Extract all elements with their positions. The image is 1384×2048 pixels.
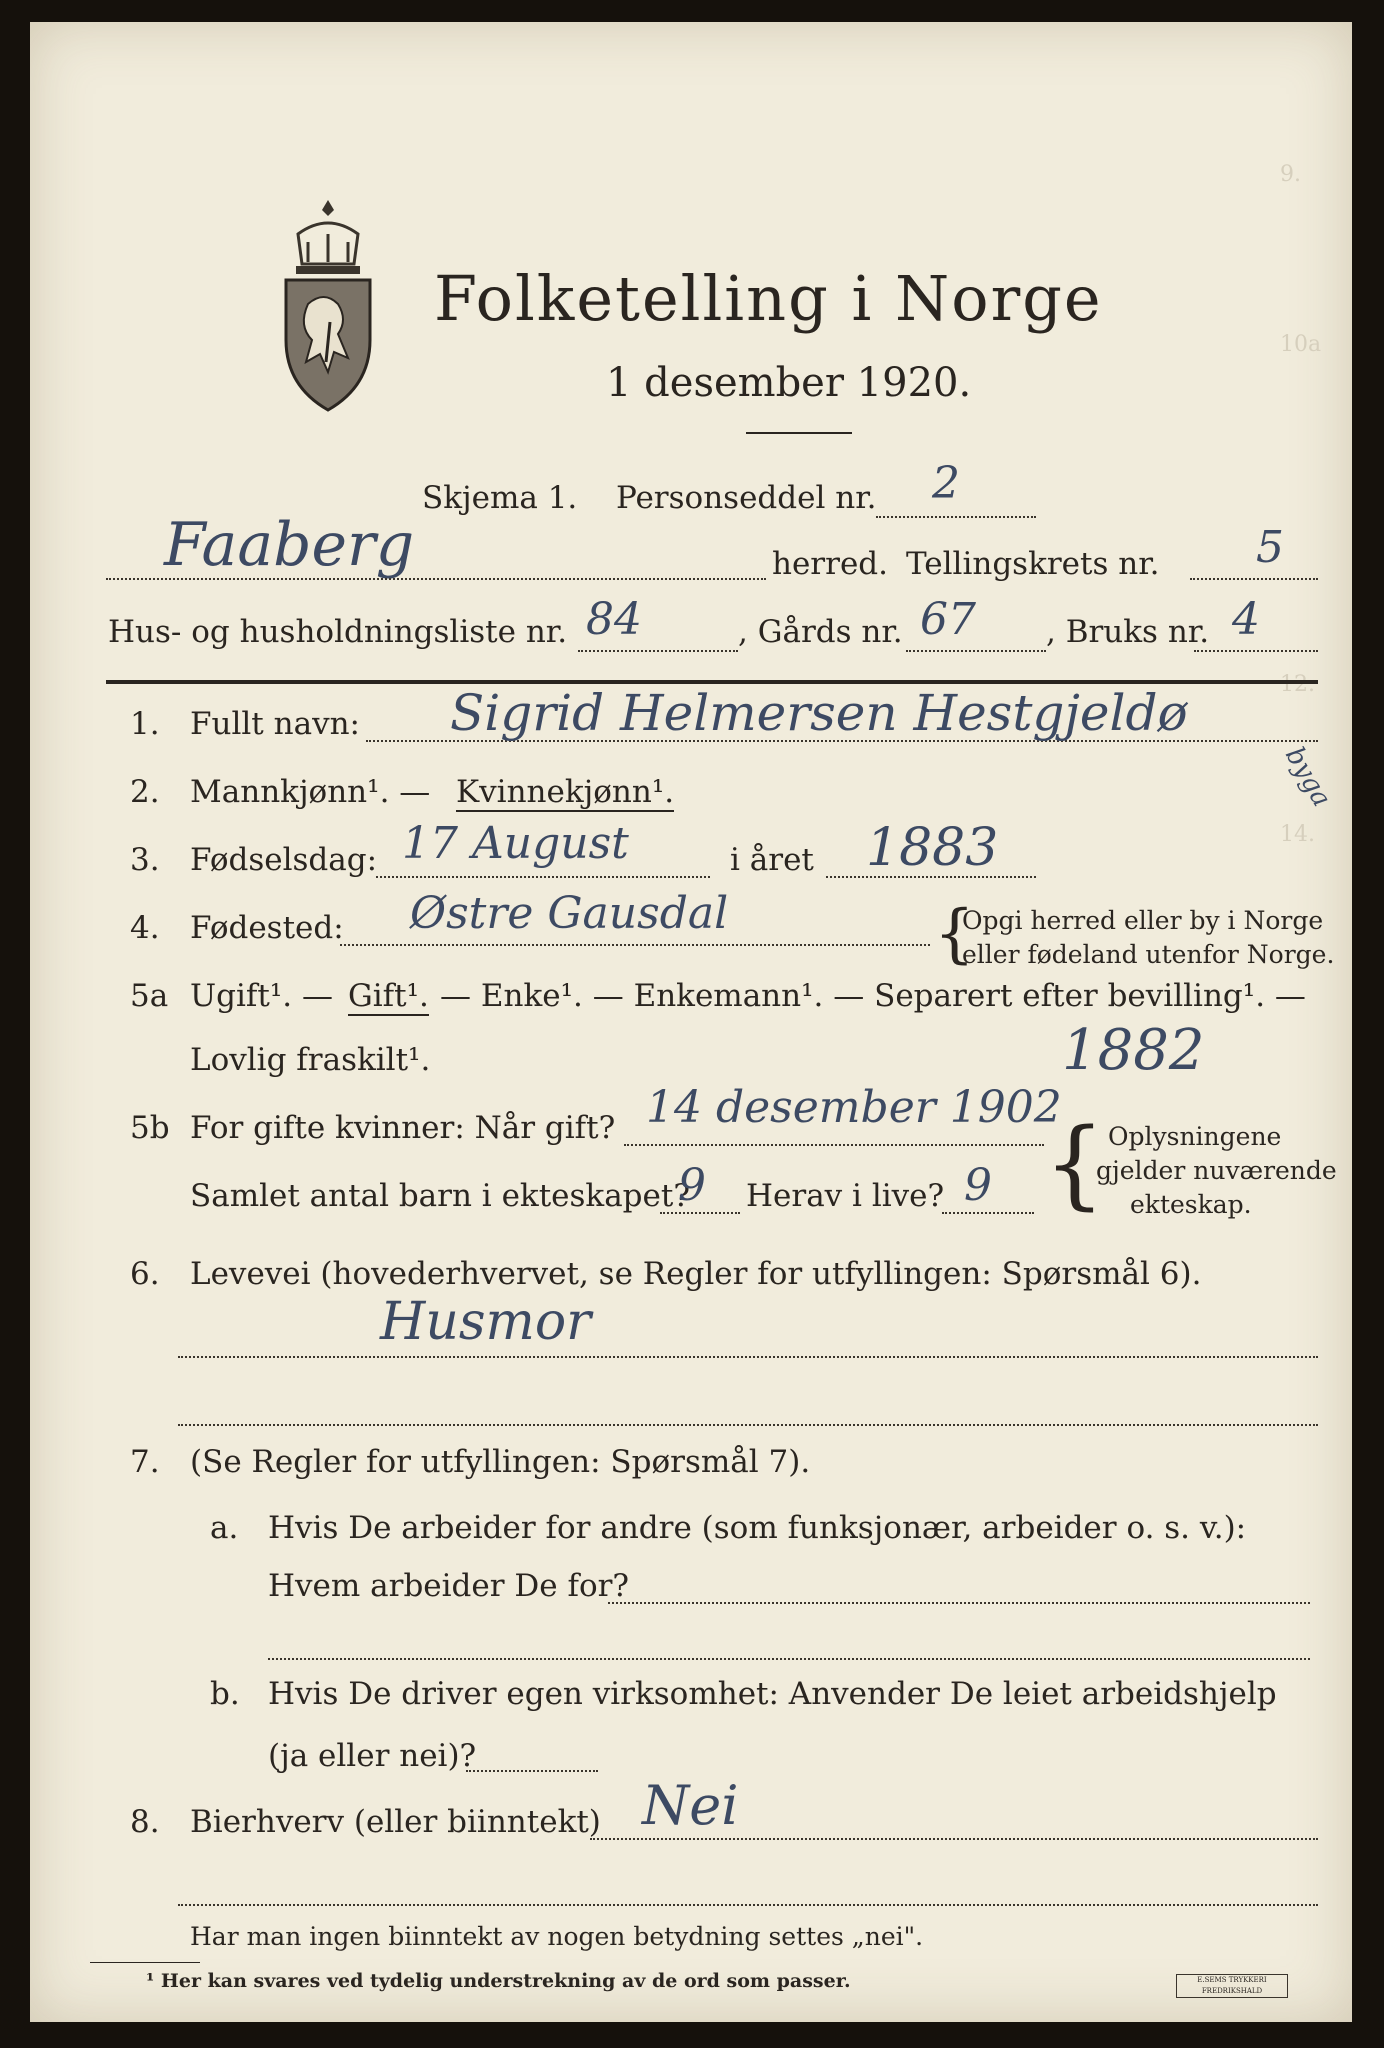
bleed-through-text: 10a — [1280, 332, 1322, 357]
q5b-note-2: gjelder nuværende — [1096, 1156, 1337, 1185]
q7-number: 7. — [130, 1444, 160, 1480]
tellingskrets-label: Tellingskrets nr. — [906, 546, 1160, 582]
census-form — [30, 22, 1352, 2022]
children-label: Samlet antal barn i ekteskapet? — [190, 1178, 690, 1214]
q5b-label: For gifte kvinner: Når gift? — [190, 1110, 616, 1146]
occupation-field-line-2 — [178, 1424, 1318, 1426]
bleed-through-text: 12. — [1280, 672, 1315, 697]
bruks-value[interactable]: 4 — [1232, 594, 1260, 645]
q5b-note-3: ekteskap. — [1130, 1190, 1252, 1219]
personseddel-value[interactable]: 2 — [932, 458, 960, 509]
children-value[interactable]: 9 — [678, 1160, 706, 1211]
divorced-option[interactable]: Lovlig fraskilt¹. — [190, 1042, 431, 1078]
bruks-field-line — [1194, 650, 1318, 652]
marriage-date-value[interactable]: 14 desember 1902 — [646, 1082, 1062, 1133]
birth-year-value[interactable]: 1883 — [866, 818, 999, 878]
form-title: Folketelling i Norge — [434, 262, 1103, 335]
gards-field-line — [906, 650, 1046, 652]
q7a-employer-label: Hvem arbeider De for? — [268, 1568, 630, 1604]
female-option[interactable]: Kvinnekjønn¹. — [456, 774, 675, 810]
bleed-through-text: 9. — [1280, 162, 1301, 187]
footer-note: Har man ingen biinntekt av nogen betydning settes „nei". — [190, 1922, 924, 1951]
side-income-value[interactable]: Nei — [642, 1774, 739, 1837]
q7b-question: Hvis De driver egen virksomhet: Anvender De leiet arbeidshjelp — [268, 1676, 1277, 1712]
birthday-field-line — [376, 876, 710, 878]
herred-value[interactable]: Faaberg — [164, 510, 415, 580]
census-date: 1 desember 1920. — [606, 360, 972, 406]
full-name-overflow: byga — [1278, 742, 1337, 812]
herred-field-line — [106, 578, 766, 580]
printer-mark: E.SEMS TRYKKERI FREDRIKSHALD — [1176, 1974, 1288, 1998]
schema-label: Skjema 1. — [422, 480, 578, 516]
q7a-letter: a. — [210, 1510, 239, 1546]
employer-field-line[interactable] — [608, 1602, 1310, 1604]
unmarried-option[interactable]: Ugift¹. — — [190, 978, 333, 1014]
q2-number: 2. — [130, 774, 160, 810]
footnote: ¹ Her kan svares ved tydelig understrekning av de ord som passer. — [146, 1970, 851, 1992]
birthplace-value[interactable]: Østre Gausdal — [410, 888, 729, 939]
q7-label: (Se Regler for utfyllingen: Spørsmål 7). — [190, 1444, 811, 1480]
footnote-rule — [90, 1962, 200, 1963]
herred-label: herred. — [772, 546, 888, 582]
employer-field-line-2[interactable] — [268, 1658, 1310, 1660]
q4-number: 4. — [130, 910, 160, 946]
q7b-answer-label: (ja eller nei)? — [268, 1738, 477, 1774]
birthplace-note-1: Opgi herred eller by i Norge — [962, 906, 1324, 935]
other-status-options[interactable]: — Enke¹. — Enkemann¹. — Separert efter bevilling¹. — — [440, 978, 1306, 1014]
q8-label: Bierhverv (eller biinntekt) — [190, 1804, 601, 1840]
side-income-field-line — [590, 1838, 1318, 1840]
title-divider — [746, 432, 852, 434]
full-name-value[interactable]: Sigrid Helmersen Hestgjeldø — [450, 684, 1188, 742]
married-option[interactable]: Gift¹. — [348, 978, 429, 1014]
birthplace-note-2: eller fødeland utenfor Norge. — [962, 940, 1335, 969]
birthplace-field-line — [340, 944, 930, 946]
norway-coat-of-arms-icon — [268, 194, 388, 414]
tellingskrets-field-line — [1190, 578, 1318, 580]
q8-number: 8. — [130, 1804, 160, 1840]
q4-brace: { — [934, 897, 975, 971]
gards-value[interactable]: 67 — [920, 594, 976, 645]
q4-label: Fødested: — [190, 910, 344, 946]
alive-field-line — [942, 1212, 1034, 1214]
tellingskrets-value[interactable]: 5 — [1256, 522, 1284, 573]
q3-number: 3. — [130, 842, 160, 878]
q1-label: Fullt navn: — [190, 706, 360, 742]
marriage-date-field-line — [624, 1144, 1044, 1146]
occupation-value[interactable]: Husmor — [380, 1292, 591, 1352]
q7b-letter: b. — [210, 1676, 240, 1712]
alive-value[interactable]: 9 — [964, 1160, 992, 1211]
q5b-brace: { — [1044, 1108, 1106, 1220]
hus-field-line — [578, 650, 738, 652]
gards-label: , Gårds nr. — [738, 614, 903, 650]
hired-help-field-line[interactable] — [466, 1770, 598, 1772]
children-field-line — [660, 1212, 740, 1214]
q1-number: 1. — [130, 706, 160, 742]
q5b-number: 5b — [130, 1110, 170, 1146]
hus-label: Hus- og husholdningsliste nr. — [108, 614, 568, 650]
birthday-value[interactable]: 17 August — [402, 818, 629, 869]
hus-value[interactable]: 84 — [586, 594, 642, 645]
q6-number: 6. — [130, 1256, 160, 1292]
bruks-label: , Bruks nr. — [1046, 614, 1210, 650]
q5a-number: 5a — [130, 978, 169, 1014]
personseddel-label: Personseddel nr. — [616, 480, 877, 516]
q6-label: Levevei (hovederhvervet, se Regler for utfyllingen: Spørsmål 6). — [190, 1256, 1202, 1292]
alive-label: Herav i live? — [746, 1178, 945, 1214]
bleed-through-text: 14. — [1280, 822, 1315, 847]
year-label: i året — [730, 842, 814, 878]
male-option[interactable]: Mannkjønn¹. — — [190, 774, 431, 810]
occupation-field-line-1 — [178, 1356, 1318, 1358]
margin-annotation: 1882 — [1062, 1018, 1205, 1083]
side-income-field-line-2 — [178, 1904, 1318, 1906]
q5b-note-1: Oplysningene — [1108, 1122, 1282, 1151]
personseddel-field-line — [876, 516, 1036, 518]
q3-label: Fødselsdag: — [190, 842, 378, 878]
q7a-question: Hvis De arbeider for andre (som funksjonær, arbeider o. s. v.): — [268, 1510, 1247, 1546]
